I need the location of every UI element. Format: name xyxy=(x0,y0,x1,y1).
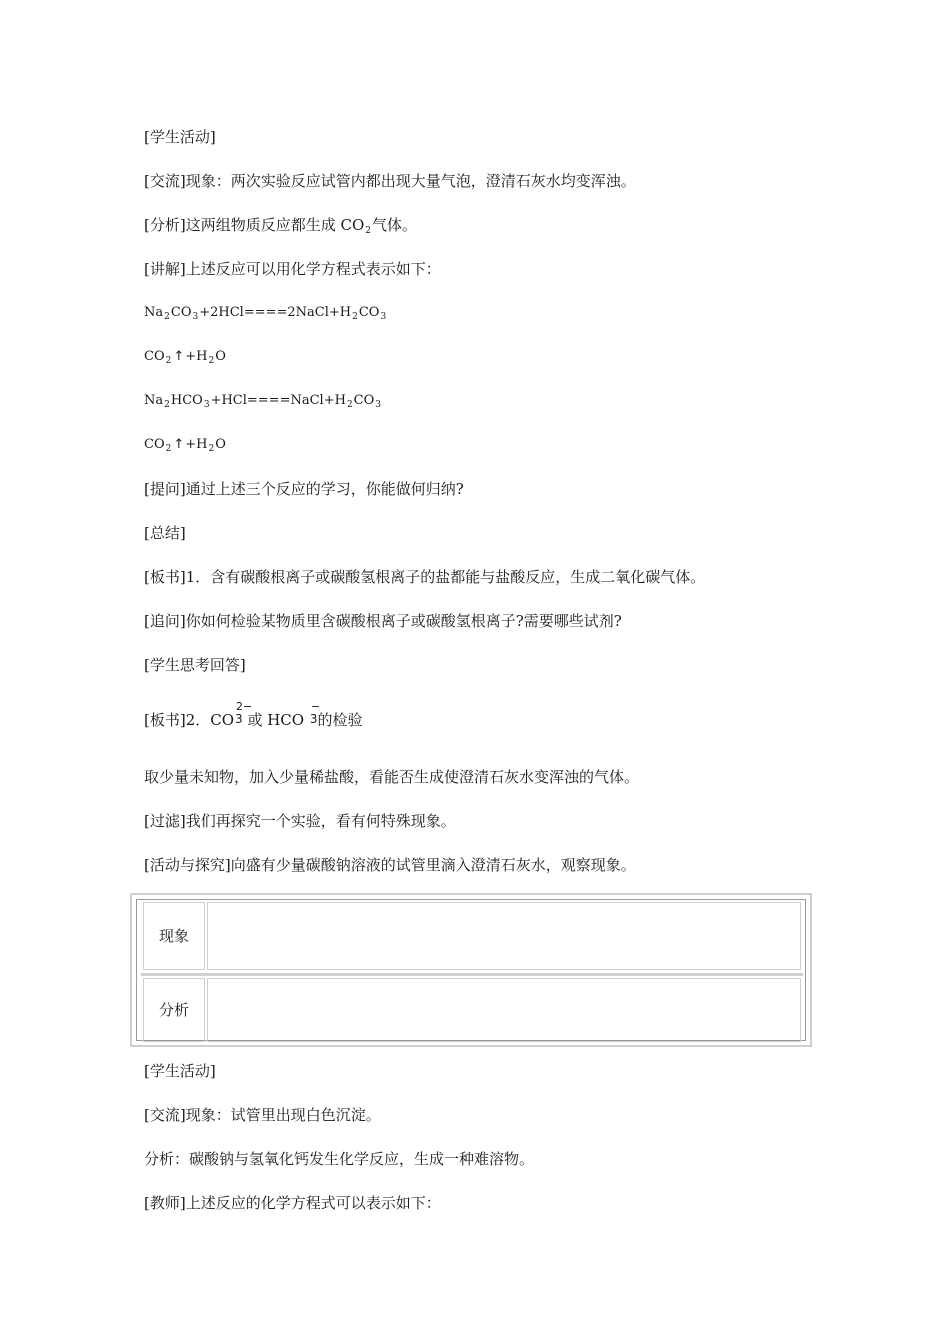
student-activity-heading: [学生活动] xyxy=(144,128,216,146)
student-answer-heading: [学生思考回答] xyxy=(144,656,246,674)
equation-decomposition-1: $CO_2$ $↑+H_2O$ xyxy=(144,349,226,366)
gas-arrow-icon: ↑ xyxy=(173,437,185,452)
row-divider xyxy=(141,973,803,976)
analysis-text: [分析]这两组物质反应都生成 $CO_2$气体。 xyxy=(144,216,417,236)
transition-text: [过滤]我们再探究一个实验，看有何特殊现象。 xyxy=(144,812,456,830)
question-text: [提问]通过上述三个反应的学习，你能做何归纳? xyxy=(144,480,464,498)
student-activity-heading-2: [学生活动] xyxy=(144,1062,216,1080)
carbonate-ion: 2− 3 xyxy=(235,700,253,726)
gas-arrow-icon: ↑ xyxy=(173,349,185,364)
observation-table xyxy=(130,893,812,1047)
exchange-phenomenon-text-2: [交流]现象：试管里出现白色沉淀。 xyxy=(144,1106,381,1124)
follow-up-question: [追问]你如何检验某物质里含碳酸根离子或碳酸氢根离子?需要哪些试剂? xyxy=(144,612,622,630)
activity-inquiry-text: [活动与探究]向盛有少量碳酸钠溶液的试管里滴入澄清石灰水，观察现象。 xyxy=(144,856,636,874)
equation-sodium-carbonate: $Na_2CO_3+2HCl====2NaCl+H_2CO_3$ xyxy=(144,305,387,322)
board-note-1: [板书]1．含有碳酸根离子或碳酸氢根离子的盐都能与盐酸反应，生成二氧化碳气体。 xyxy=(144,568,706,586)
summary-heading: [总结] xyxy=(144,524,186,542)
teacher-text: [教师]上述反应的化学方程式可以表示如下： xyxy=(144,1194,441,1212)
explanation-text: [讲解]上述反应可以用化学方程式表示如下： xyxy=(144,260,441,278)
analysis-label: 分析 xyxy=(143,978,205,1042)
test-method-text: 取少量未知物，加入少量稀盐酸，看能否生成使澄清石灰水变浑浊的气体。 xyxy=(144,768,640,786)
equation-decomposition-2: $CO_2$ $↑+H_2O$ xyxy=(144,437,226,454)
exchange-phenomenon-text: [交流]现象：两次实验反应试管内都出现大量气泡，澄清石灰水均变浑浊。 xyxy=(144,172,636,190)
board-note-2: [板书]2．CO 2− 3 或 HCO − 3的检验 xyxy=(144,700,363,729)
analysis-text-2: 分析：碳酸钠与氢氧化钙发生化学反应，生成一种难溶物。 xyxy=(144,1150,535,1168)
equation-sodium-bicarbonate: $Na_2HCO_3+HCl====NaCl+H_2CO_3$ xyxy=(144,393,382,410)
analysis-cell xyxy=(207,978,801,1042)
phenomenon-label: 现象 xyxy=(143,902,205,970)
bicarbonate-ion: − 3 xyxy=(309,700,321,726)
phenomenon-cell xyxy=(207,902,801,970)
